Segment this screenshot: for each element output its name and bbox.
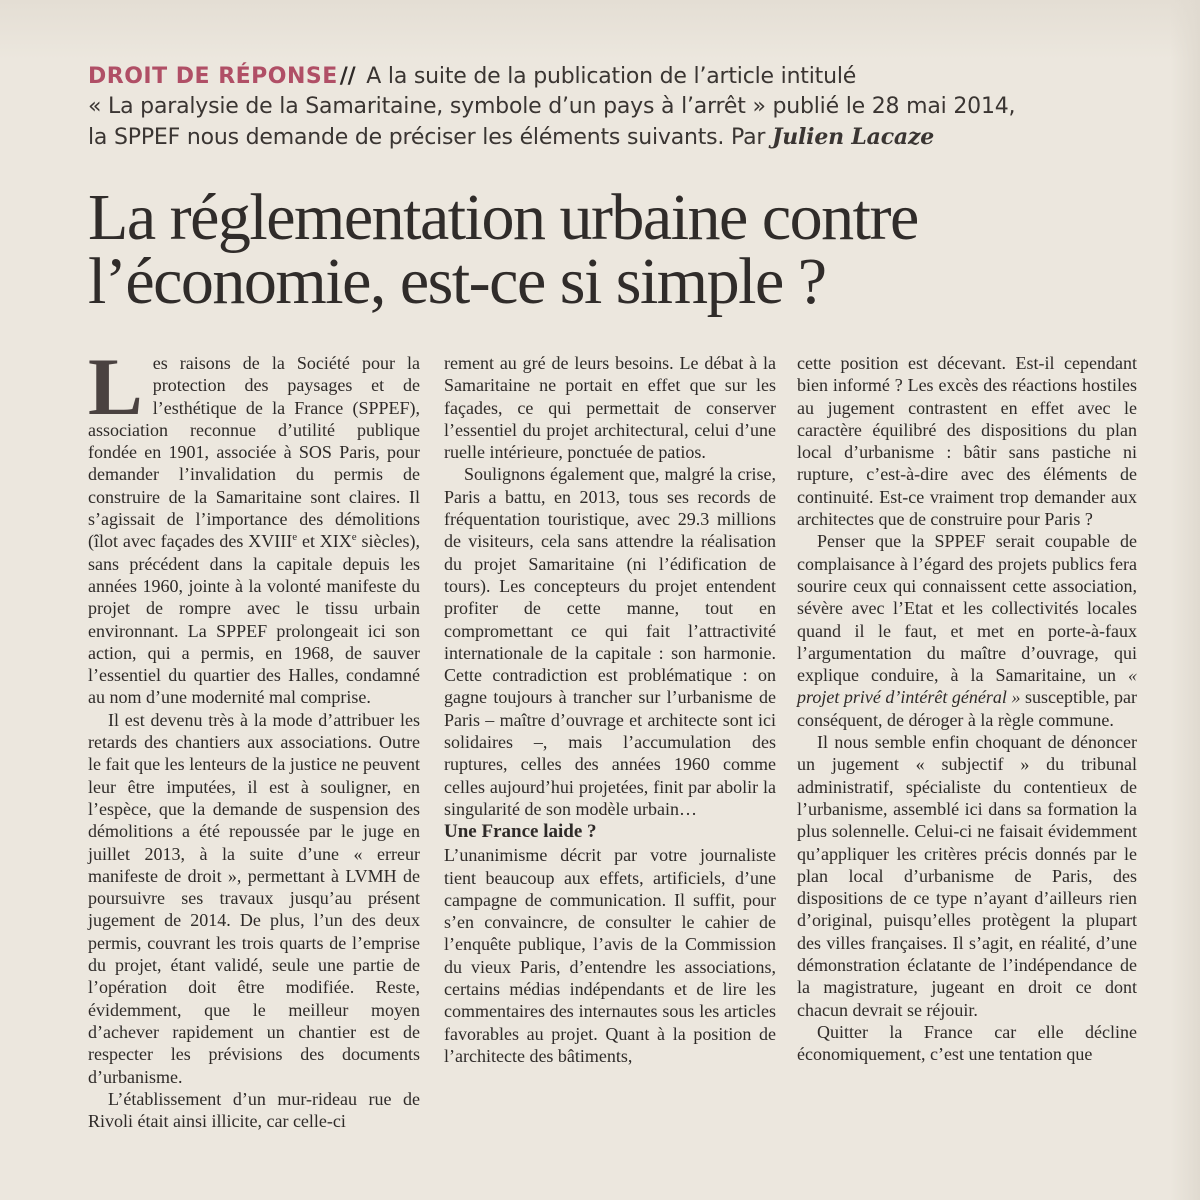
intro-line-3	[88, 122, 1098, 153]
paragraph-text: es raisons de la Société pour la protection des paysages et de l’esthétique de la France (SPPEF), association reconnue d’utilité publique fondée en 1901, associée à SOS Paris, pour demander l’invalidation du permis de construire de la Samaritaine sont claires. Il s’agissait de l’importance des démolitions (îlot avec façades des XVIII	[88, 353, 420, 552]
author-byline: Julien Lacaze	[772, 124, 935, 150]
superscript: e	[292, 531, 298, 544]
paragraph: Il est devenu très à la mode d’attribuer les retards des chantiers aux associations. Outre le fait que les lenteurs de la justice ne peuvent leur être imputées, il est à souligner, en l’espèce, que la demande de suspension des démolitions a été repoussée par le juge en juillet 2013, à la suite d’une « erreur manifeste de droit », permettant à LVMH de poursuivre ses travaux jusqu’au présent jugement de 2014. De plus, l’un des deux permis, couvrant les trois quarts de l’emprise du projet, étant validé, seule une partie de l’opération doit être modifiée. Reste, évidemment, que le meilleur moyen d’achever rapidement un chantier est de respecter les prévisions des documents d’urbanisme.	[88, 709, 420, 1087]
intro-line-2: « La paralysie de la Samaritaine, symbole d’un pays à l’arrêt » publié le 28 mai 2014,	[88, 94, 1016, 119]
emphasis-quote: « projet privé d’intérêt général »	[797, 665, 1137, 708]
paragraph: rement au gré de leurs besoins. Le débat à la Samaritaine ne portait en effet que sur les façades, ce qui permettait de conserver l’essentiel du projet architectural, celui d’une ruelle intérieure, ponctuée de patios.	[444, 353, 776, 463]
paragraph-text: siècles), sans précédent dans la capitale depuis les années 1960, jointe à la volonté manifeste du projet de rompre avec le tissu urbain environnant. La SPPEF prolongeait ici son action, qui a permis, en 1968, de sauver l’essentiel du quartier des Halles, condamné au nom d’une modernité mal comprise.	[88, 531, 420, 708]
superscript: e	[351, 531, 357, 544]
page-bleed-through	[0, 0, 1200, 60]
paragraph-text: susceptible, par conséquent, de déroger à la règle commune.	[797, 687, 1138, 730]
paragraph: cette position est décevant. Est-il cependant bien informé ? Les excès des réactions hostiles au jugement contrastent en effet avec le caractère équilibré des dispositions du plan local d’urbanisme : bâtir sans pastiche ni rupture, c’est-à-dire avec des éléments de continuité. Est-ce vraiment trop demander aux architectes que de construire pour Paris ?	[797, 353, 1137, 530]
paragraph-text: et XIX	[297, 531, 352, 552]
section-kicker: DROIT DE RÉPONSE	[88, 64, 338, 89]
drop-cap: L	[88, 341, 143, 432]
kicker-separator: //	[339, 64, 356, 89]
paragraph: Il nous semble enfin choquant de dénoncer un jugement « subjectif » du tribunal administratif, spécialiste du contentieux de l’urbanisme, assemblé ici dans sa formation la plus solennelle. Celui-ci ne faisait évidemment qu’appliquer les critères précis donnés par le plan local d’urbanisme de Paris, des dispositions de ce type n’ayant d’ailleurs rien d’original, puisqu’elles protègent la plupart des villes françaises. Il s’agit, en réalité, d’une démonstration éclatante de l’indépendance de la magistrature, jugeant en droit ce dont chacun devrait se réjouir.	[797, 732, 1137, 1020]
intro-text-3: la SPPEF nous demande de préciser les éléments suivants. Par	[88, 125, 772, 150]
intro-line-1	[88, 62, 1098, 92]
paragraph-text: Penser que la SPPEF serait coupable de complaisance à l’égard des projets publics fera sourire ceux qui connaissent cette association, sévère avec l’Etat et les collectivités locales quand il le faut, et met en porte-à-faux l’argumentation du maître d’ouvrage, qui explique conduire, à la Samaritaine, un	[797, 531, 1137, 686]
page-edge-shadow	[1170, 0, 1200, 1200]
paragraph: Quitter la France car elle décline économiquement, c’est une tentation que	[797, 1021, 1137, 1065]
paragraph	[797, 530, 1137, 731]
article-column-3	[797, 352, 1137, 1066]
paragraph: L’établissement d’un mur-rideau rue de Rivoli était ainsi illicite, car celle-ci	[88, 1088, 420, 1132]
paragraph: Soulignons également que, malgré la crise, Paris a battu, en 2013, tous ses records de fréquentation touristique, avec 29.3 millions de visiteurs, cela sans attendre la réalisation du projet Samaritaine (ni l’édification de tours). Les concepteurs du projet entendent profiter de cette manne, tout en compromettant ce qui fait l’attractivité internationale de la capitale : son harmonie. Cette contradiction est problématique : on gagne toujours à trancher sur l’urbanisme de Paris – maître d’ouvrage et architecte sont ici solidaires –, mais l’accumulation des ruptures, celles des années 1960 comme celles aujourd’hui projetées, finit par abolir la singularité de son modèle urbain…	[444, 464, 776, 819]
article-intro	[88, 62, 1098, 153]
headline-line-2: l’économie, est-ce si simple ?	[88, 245, 826, 318]
subheading: Une France laide ?	[444, 821, 597, 843]
headline-line-1: La réglementation urbaine contre	[88, 181, 918, 254]
paragraph	[88, 341, 420, 709]
headline	[88, 181, 1098, 318]
intro-text-1: A la suite de la publication de l’article intitulé	[366, 64, 857, 89]
article-column-1	[88, 341, 420, 1132]
article-column-2	[444, 352, 776, 1067]
paragraph: L’unanimisme décrit par votre journaliste tient beaucoup aux effets, artificiels, d’une campagne de communication. Il suffit, pour s’en convaincre, de consulter le cahier de l’enquête publique, l’avis de la Commission du vieux Paris, d’entendre les associations, certains médias indépendants et de lire les commentaires des internautes sous les articles favorables au projet. Quant à la position de l’architecte des bâtiments,	[444, 845, 776, 1066]
